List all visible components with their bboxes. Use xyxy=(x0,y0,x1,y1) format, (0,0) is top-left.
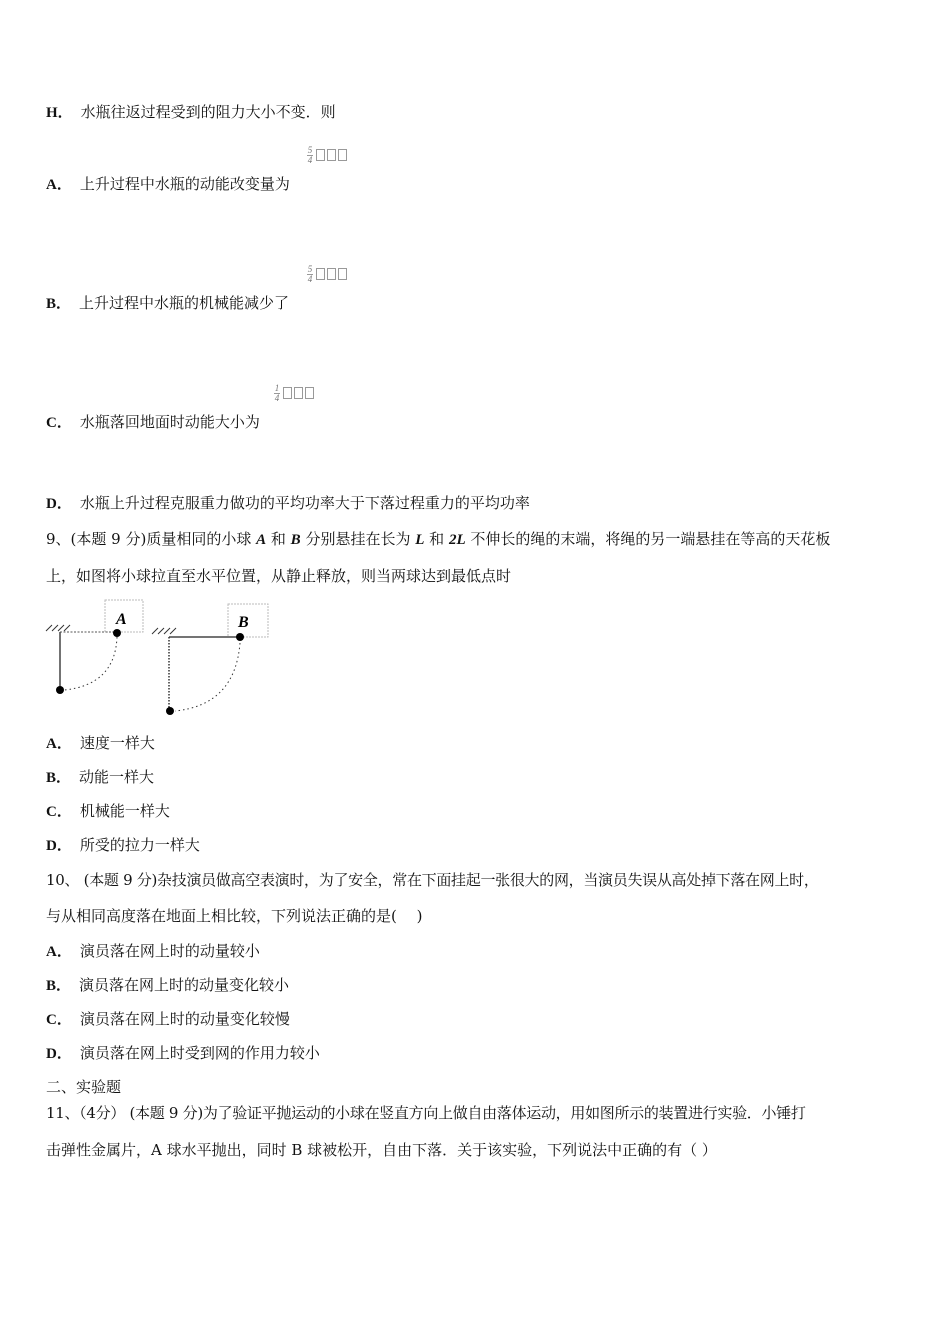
text: 和 xyxy=(266,530,291,548)
ball-b-bottom xyxy=(166,707,174,715)
text: 不伸长的绳的末端，将绳的另一端悬挂在等高的天花板 xyxy=(465,530,831,548)
formula-image-a xyxy=(307,146,349,165)
option-label: A． xyxy=(46,177,72,193)
figure-label-a: A xyxy=(116,611,127,628)
option-a xyxy=(46,174,290,195)
option-label: C． xyxy=(46,1012,72,1028)
option-text: 上升过程中水瓶的动能改变量为 xyxy=(79,175,290,193)
frac-num: 1 xyxy=(274,383,280,393)
frac-den: 4 xyxy=(307,274,313,284)
q10-stem: 10、 (本题 9 分)杂技演员做高空表演时，为了安全，常在下面挂起一张很大的网，当演员失误从高处掉下落在网上时， xyxy=(46,871,819,889)
option-label: D． xyxy=(46,838,72,854)
var-b: B xyxy=(290,532,301,548)
text: 9、(本题 9 分)质量相同的小球 xyxy=(46,530,257,548)
option-text: 动能一样大 xyxy=(79,768,155,786)
var-a: A xyxy=(256,532,267,548)
option-b xyxy=(46,293,289,314)
q10-option-b xyxy=(46,975,289,996)
text: 分别悬挂在长为 xyxy=(300,530,416,548)
figure-label-b: B xyxy=(238,614,249,631)
option-text: 水瓶落回地面时动能大小为 xyxy=(79,413,260,431)
q10-option-d xyxy=(46,1043,320,1064)
option-label: A． xyxy=(46,736,72,752)
q9-option-a xyxy=(46,733,155,754)
q10-option-a xyxy=(46,941,260,962)
ball-a-start xyxy=(113,629,121,637)
formula-image-b xyxy=(307,265,349,284)
option-label: C． xyxy=(46,415,72,431)
option-label: D． xyxy=(46,1046,72,1062)
q11-stem-line2: 击弹性金属片，A 球水平抛出，同时 B 球被松开，自由下落．关于该实验，下列说法中正确的有（ ） xyxy=(46,1141,717,1159)
formula-image-c xyxy=(274,384,316,403)
option-label: B． xyxy=(46,978,72,994)
option-text: 水瓶上升过程克服重力做功的平均功率大于下落过程重力的平均功率 xyxy=(79,494,530,512)
frac-num: 5 xyxy=(307,264,313,274)
ball-b-start xyxy=(236,633,244,641)
q9-option-d xyxy=(46,835,200,856)
option-text: 演员落在网上时的动量较小 xyxy=(79,942,260,960)
frac-den: 4 xyxy=(274,393,280,403)
option-label: D． xyxy=(46,496,72,512)
option-text: 演员落在网上时的动量变化较小 xyxy=(79,976,290,994)
section-heading: 二、实验题 xyxy=(46,1078,122,1096)
option-h xyxy=(46,102,336,123)
frac-num: 5 xyxy=(307,145,313,155)
option-label: A． xyxy=(46,944,72,960)
option-text: 所受的拉力一样大 xyxy=(79,836,200,854)
option-text: 机械能一样大 xyxy=(79,802,170,820)
option-label: C． xyxy=(46,804,72,820)
option-label: B． xyxy=(46,770,72,786)
q10-option-c xyxy=(46,1009,290,1030)
q9-stem-line2: 上，如图将小球拉直至水平位置，从静止释放，则当两球达到最低点时 xyxy=(46,567,512,585)
ceiling-hatch-a xyxy=(46,625,70,631)
q11-stem: 11、（4分） (本题 9 分)为了验证平抛运动的小球在竖直方向上做自由落体运动，用如图所示的装置进行实验．小锤打 xyxy=(46,1104,806,1122)
pendulum-figure xyxy=(40,595,280,720)
q10-stem-line2: 与从相同高度落在地面上相比较，下列说法正确的是( ) xyxy=(46,907,423,925)
var-l: L xyxy=(415,532,425,548)
option-text: 速度一样大 xyxy=(79,734,155,752)
option-d xyxy=(46,493,530,514)
option-text: 演员落在网上时受到网的作用力较小 xyxy=(79,1044,320,1062)
var-2l: 2L xyxy=(448,532,466,548)
text: 和 xyxy=(424,530,449,548)
option-text: 水瓶往返过程受到的阻力大小不变．则 xyxy=(80,103,336,121)
option-label: H． xyxy=(46,105,73,121)
option-text: 上升过程中水瓶的机械能减少了 xyxy=(79,294,290,312)
frac-den: 4 xyxy=(307,155,313,165)
option-c xyxy=(46,412,260,433)
q9-stem xyxy=(46,529,830,550)
q9-option-b xyxy=(46,767,154,788)
q9-option-c xyxy=(46,801,170,822)
option-text: 演员落在网上时的动量变化较慢 xyxy=(79,1010,290,1028)
option-label: B． xyxy=(46,296,72,312)
ceiling-hatch-b xyxy=(152,628,176,634)
ball-a-bottom xyxy=(56,686,64,694)
